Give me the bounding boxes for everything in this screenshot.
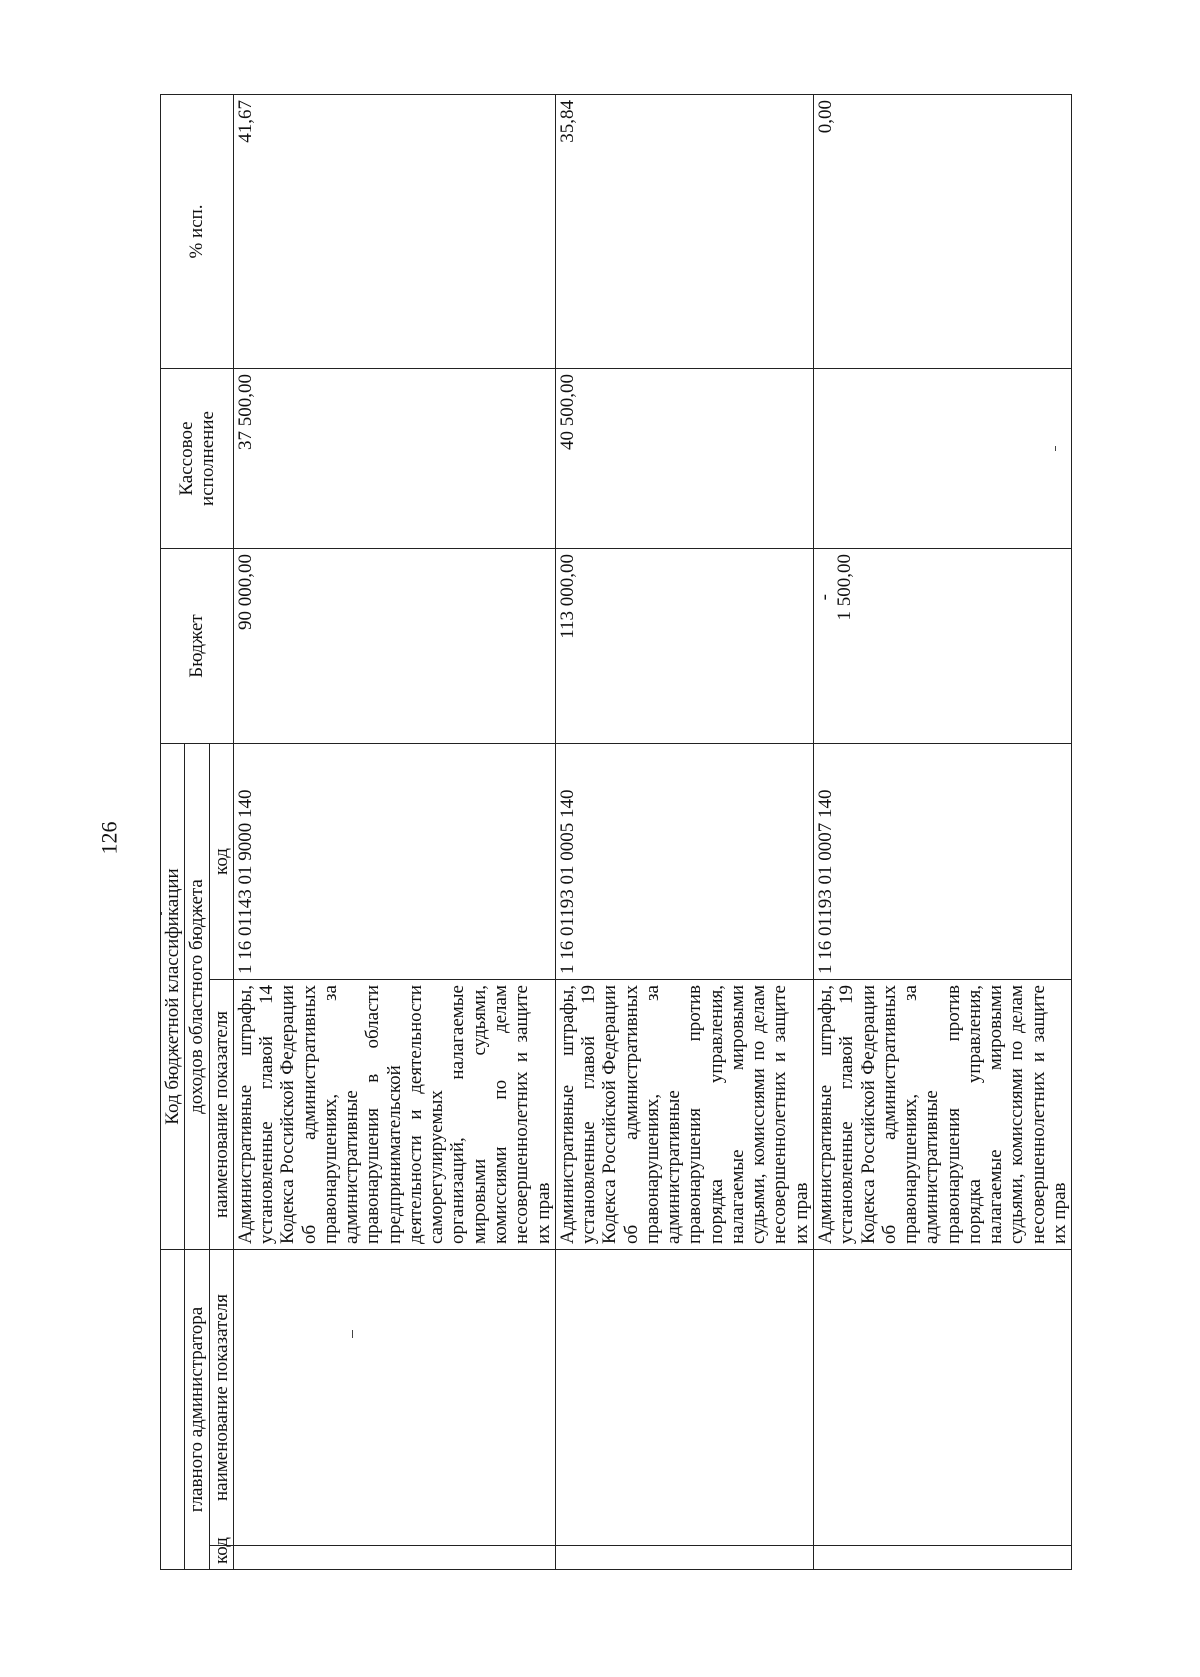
row-indicator-name: Административные штрафы, установленные главой 14 Кодекса Российской Федерации об административных правонарушениях, за административные правонарушения в области предпринимательской деятельности и деятельности саморегулируемых организаций, налагаемые мировыми судьями, комиссиями по делам несовершеннолетних и защите их прав [233,980,555,1250]
budget-table [160,94,1072,1570]
header-classification: Код бюджетной классификации [161,744,185,1250]
header-regional-income: доходов областного бюджета [185,744,209,1250]
row-budget-mark: - [813,594,835,601]
row-indicator-name: Административные штрафы, установленные главой 19 Кодекса Российской Федерации об административных правонарушениях, за административные правонарушения против порядка управления, налагаемые мировыми судьями, комиссиями по делам несовершеннолетних и защите их прав [555,980,813,1250]
row-indicator-name: Административные штрафы, установленные главой 19 Кодекса Российской Федерации об административных правонарушениях, за административные правонарушения против порядка управления, налагаемые мировыми судьями, комиссиями по делам несовершеннолетних и защите их прав [813,980,1071,1250]
row-percent: 35,84 [555,94,813,368]
table-row [233,94,555,1569]
header-income-code: код [209,744,233,980]
header-spacer [161,1250,185,1570]
header-percent: % исп. [161,94,234,368]
row-budget [555,549,813,744]
row-budget [233,549,555,744]
header-admin-name: наименование показателя [209,1250,233,1546]
row-percent: 41,67 [233,94,555,368]
row-budget-value: 1 500,00 [833,554,855,621]
rotated-table-frame [160,95,1070,1570]
row-percent: 0,00 [813,94,1071,368]
row-cash-execution: 40 500,00 [555,369,813,549]
row-admin-name [233,1250,555,1546]
row-income-code: 1 16 01143 01 9000 140 [233,744,555,980]
header-admin-code: код [209,1546,233,1570]
row-budget-value: 90 000,00 [234,554,256,630]
page-number: 126 [96,821,122,855]
header-cash-execution: Кассовое исполнение [161,369,234,549]
row-income-code: 1 16 01193 01 0005 140 [555,744,813,980]
row-budget [813,549,1071,744]
row-cash-execution [813,369,1071,549]
table-row [813,94,1071,1569]
row-admin-name [813,1250,1071,1546]
row-admin-code [555,1546,813,1570]
rotated-table-content [160,95,1070,1570]
header-budget: Бюджет [161,549,234,744]
row-admin-name [555,1250,813,1546]
row-income-code: 1 16 01193 01 0007 140 [813,744,1071,980]
row-budget-value: 113 000,00 [556,554,578,639]
header-chief-admin: главного администратора [185,1250,209,1570]
table-row [555,94,813,1569]
row-cash-execution: 37 500,00 [233,369,555,549]
row-admin-code [813,1546,1071,1570]
header-indicator-name: наименование показателя [209,980,233,1250]
row-admin-code [233,1546,555,1570]
